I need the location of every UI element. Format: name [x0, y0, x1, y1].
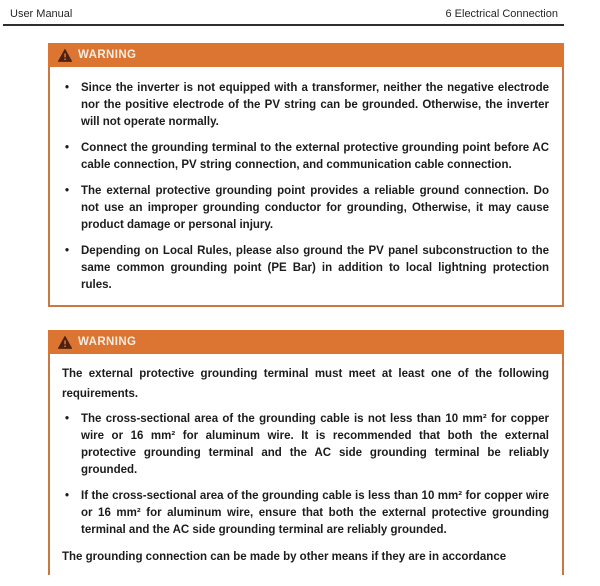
warning-footer-text: The grounding connection can be made by other means if they are in accordance	[62, 551, 507, 563]
warning-bullet-text: The cross-sectional area of the grounding cable is not less than 10 mm² for copper wire or 16 mm² for aluminum wire. It is recommended that both the external protective grounding terminal and the AC side grounding terminal be reliably grounded.	[81, 413, 549, 476]
warning-intro-text: The external protective grounding terminal must meet at least one of the following requirements.	[62, 368, 549, 400]
header-chapter-title: 6 Electrical Connection	[445, 8, 558, 20]
warning-header	[48, 43, 564, 67]
header-doc-title: User Manual	[10, 8, 73, 20]
warning-header	[48, 330, 564, 354]
warning-bullet-text: If the cross-sectional area of the grounding cable is less than 10 mm² for copper wire or 16 mm² for aluminum wire, ensure that both the external protective grounding terminal and the AC side grounding terminal are reliably grounded.	[81, 490, 549, 536]
list-item	[62, 243, 549, 294]
warning-bullet-text: Connect the grounding terminal to the external protective grounding point before AC cable connection, PV string connection, and communication cable connection.	[81, 142, 549, 171]
bullet-marker: •	[65, 185, 70, 197]
warning-title: WARNING	[78, 336, 137, 348]
list-item	[62, 80, 549, 131]
list-item	[62, 183, 549, 234]
warning-triangle-icon	[58, 336, 72, 349]
warning-body	[48, 354, 564, 575]
bullet-marker: •	[65, 245, 70, 257]
bullet-marker: •	[65, 413, 70, 425]
bullet-marker: •	[65, 490, 70, 502]
warning-triangle-icon	[58, 49, 72, 62]
list-item	[62, 488, 549, 539]
warning-body	[48, 67, 564, 307]
warning-box-1	[48, 43, 564, 307]
warning-bullet-text: Since the inverter is not equipped with a transformer, neither the negative electrode nor the positive electrode of the PV string can be grounded. Otherwise, the inverter will not operate normally.	[81, 82, 549, 128]
warning-list	[62, 80, 549, 294]
warning-title: WARNING	[78, 49, 137, 61]
page-header	[0, 0, 600, 24]
bullet-marker: •	[65, 82, 70, 94]
warning-list	[62, 411, 549, 539]
warning-bullet-text: Depending on Local Rules, please also ground the PV panel subconstruction to the same common grounding point (PE Bar) in addition to local lightning protection rules.	[81, 245, 549, 291]
warning-bullet-text: The external protective grounding point provides a reliable ground connection. Do not use an improper grounding conductor for grounding, Otherwise, it may cause product damage or personal injury.	[81, 185, 549, 231]
bullet-marker: •	[65, 142, 70, 154]
header-rule	[3, 24, 564, 26]
list-item	[62, 411, 549, 479]
warning-box-2	[48, 330, 564, 575]
list-item	[62, 140, 549, 174]
